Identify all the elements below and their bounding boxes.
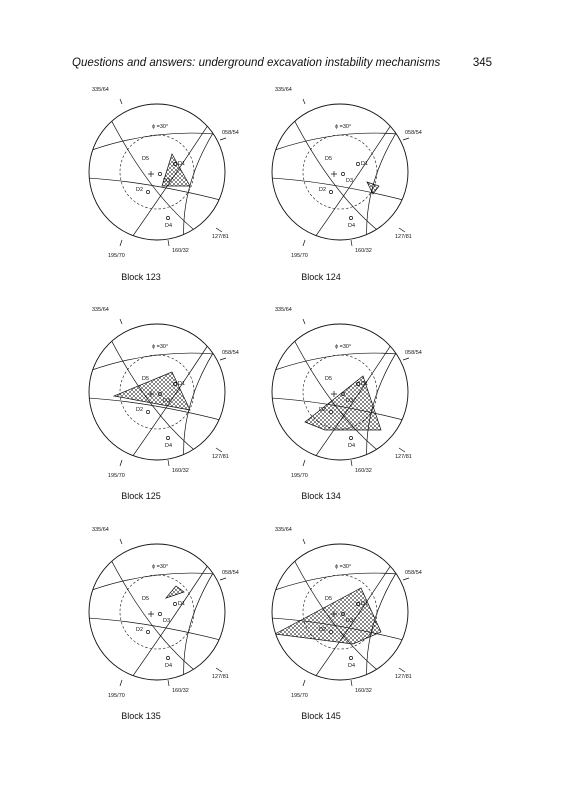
stereonet-plot [255, 82, 430, 267]
plane-label-195-70: 195/70 [291, 253, 308, 259]
centre-cross [148, 171, 154, 177]
label-d4: D4 [348, 223, 356, 229]
label-d3: D3 [163, 618, 171, 624]
stereonet-panel [255, 82, 430, 267]
label-d3: D3 [163, 178, 171, 184]
plane-label-127-81: 127/81 [395, 674, 412, 680]
great-circle-127-81 [367, 342, 403, 462]
dip-vector-d2 [329, 190, 332, 193]
great-circle-058-54 [275, 353, 415, 370]
plane-tick [120, 240, 122, 246]
plane-label-335-64: 335/64 [275, 307, 292, 313]
plane-label-127-81: 127/81 [212, 234, 229, 240]
great-circle-058-54 [275, 573, 415, 590]
block-caption: Block 124 [301, 272, 341, 282]
plane-tick [216, 448, 222, 452]
label-d5: D5 [142, 156, 150, 162]
centre-cross [331, 171, 337, 177]
plane-tick [120, 99, 122, 104]
great-circle-160-32 [271, 178, 411, 202]
label-d4: D4 [348, 663, 356, 669]
great-circle-127-81 [184, 562, 220, 682]
label-d3: D3 [163, 398, 171, 404]
label-d2: D2 [136, 627, 144, 633]
removable-block-region [305, 376, 381, 430]
plane-label-195-70: 195/70 [108, 473, 125, 479]
label-d2: D2 [319, 627, 327, 633]
plane-tick [303, 319, 305, 324]
plane-tick [351, 460, 352, 466]
running-header [72, 57, 492, 73]
dip-vector-d2 [146, 410, 149, 413]
label-d1: D1 [361, 381, 369, 387]
plane-tick [303, 539, 305, 544]
stereonet-panel [72, 82, 247, 267]
label-d1: D1 [178, 381, 186, 387]
plane-tick [168, 680, 169, 686]
plane-tick [303, 460, 305, 466]
plane-tick [120, 680, 122, 686]
plane-tick [303, 240, 305, 246]
stereonet-plot [72, 82, 247, 267]
dip-vector-d1 [356, 162, 359, 165]
dip-vector-d2 [146, 630, 149, 633]
plane-label-058-54: 058/54 [222, 570, 239, 576]
plane-label-195-70: 195/70 [108, 693, 125, 699]
plane-tick [216, 228, 222, 232]
label-d4: D4 [165, 443, 173, 449]
removable-block-region [114, 372, 190, 410]
label-d5: D5 [325, 156, 333, 162]
block-caption: Block 145 [301, 711, 341, 721]
great-circle-058-54 [275, 133, 415, 150]
plane-label-335-64: 335/64 [92, 527, 109, 533]
label-d4: D4 [165, 223, 173, 229]
label-d5: D5 [142, 376, 150, 382]
label-d1: D1 [178, 161, 186, 167]
plane-label-058-54: 058/54 [405, 350, 422, 356]
great-circle-160-32 [88, 618, 228, 642]
dip-vector-d4 [349, 436, 352, 439]
friction-angle-label: ϕ =30° [152, 564, 169, 570]
plane-tick [351, 240, 352, 246]
plane-label-335-64: 335/64 [92, 87, 109, 93]
label-d1: D1 [361, 601, 369, 607]
plane-label-335-64: 335/64 [275, 87, 292, 93]
label-d2: D2 [136, 187, 144, 193]
great-circle-127-81 [184, 342, 220, 462]
label-d5: D5 [142, 596, 150, 602]
plane-label-127-81: 127/81 [395, 234, 412, 240]
plane-label-195-70: 195/70 [291, 473, 308, 479]
friction-circle [303, 135, 377, 209]
plane-tick [399, 448, 405, 452]
block-caption: Block 134 [301, 491, 341, 501]
great-circle-195-70 [130, 556, 214, 680]
centre-cross [148, 611, 154, 617]
dip-vector-d4 [166, 216, 169, 219]
label-d3: D3 [346, 178, 354, 184]
plane-tick [216, 668, 222, 672]
plane-tick [220, 358, 226, 360]
running-header-title: Questions and answers: underground excavation instability mechanisms [72, 57, 441, 69]
plane-tick [303, 99, 305, 104]
plane-label-058-54: 058/54 [222, 130, 239, 136]
friction-angle-label: ϕ =30° [152, 124, 169, 130]
dip-vector-d3 [158, 172, 161, 175]
dip-vector-d3 [341, 172, 344, 175]
plane-label-058-54: 058/54 [222, 350, 239, 356]
great-circle-058-54 [92, 133, 232, 150]
page-number: 345 [472, 57, 492, 69]
stereonet-plot [72, 302, 247, 487]
plane-label-195-70: 195/70 [291, 693, 308, 699]
plane-label-335-64: 335/64 [92, 307, 109, 313]
plane-tick [403, 358, 409, 360]
label-d3: D3 [346, 398, 354, 404]
plane-tick [403, 578, 409, 580]
plane-tick [220, 578, 226, 580]
plane-tick [303, 680, 305, 686]
plane-tick [120, 319, 122, 324]
friction-angle-label: ϕ =30° [152, 344, 169, 350]
label-d1: D1 [361, 161, 369, 167]
plane-tick [403, 138, 409, 140]
dip-vector-d4 [166, 436, 169, 439]
plane-label-160-32: 160/32 [355, 688, 372, 694]
label-d1: D1 [178, 601, 186, 607]
plane-label-127-81: 127/81 [395, 454, 412, 460]
label-d4: D4 [165, 663, 173, 669]
plane-label-160-32: 160/32 [355, 248, 372, 254]
plane-tick [120, 539, 122, 544]
friction-angle-label: ϕ =30° [335, 344, 352, 350]
stereonet-panel [72, 522, 247, 707]
dip-vector-d2 [146, 190, 149, 193]
great-circle-058-54 [92, 353, 232, 370]
dip-vector-d4 [349, 656, 352, 659]
label-d2: D2 [319, 407, 327, 413]
label-d5: D5 [325, 596, 333, 602]
block-caption: Block 123 [121, 272, 161, 282]
plane-label-127-81: 127/81 [212, 454, 229, 460]
label-d2: D2 [136, 407, 144, 413]
plane-tick [220, 138, 226, 140]
plane-label-160-32: 160/32 [172, 468, 189, 474]
plane-tick [168, 460, 169, 466]
dip-vector-d4 [166, 656, 169, 659]
label-d5: D5 [325, 376, 333, 382]
stereonet-plot [255, 522, 430, 707]
plane-label-160-32: 160/32 [355, 468, 372, 474]
plane-tick [351, 680, 352, 686]
plane-label-160-32: 160/32 [172, 688, 189, 694]
great-circle-127-81 [184, 122, 220, 242]
dip-vector-d1 [173, 602, 176, 605]
dip-vector-d4 [349, 216, 352, 219]
centre-cross [331, 391, 337, 397]
stereonet-plot [255, 302, 430, 487]
block-caption: Block 135 [121, 711, 161, 721]
plane-tick [399, 228, 405, 232]
label-d3: D3 [346, 618, 354, 624]
label-d2: D2 [319, 187, 327, 193]
friction-angle-label: ϕ =30° [335, 124, 352, 130]
stereonet-plot [72, 522, 247, 707]
friction-circle [120, 135, 194, 209]
plane-label-195-70: 195/70 [108, 253, 125, 259]
plane-tick [120, 460, 122, 466]
removable-block-region [166, 586, 184, 598]
plane-label-058-54: 058/54 [405, 130, 422, 136]
stereonet-panel [255, 302, 430, 487]
great-circle-160-32 [88, 178, 228, 202]
plane-label-127-81: 127/81 [212, 674, 229, 680]
plane-tick [399, 668, 405, 672]
plane-label-335-64: 335/64 [275, 527, 292, 533]
great-circle-058-54 [92, 573, 232, 590]
block-caption: Block 125 [121, 491, 161, 501]
great-circle-195-70 [313, 116, 397, 240]
stereonet-panel [72, 302, 247, 487]
friction-angle-label: ϕ =30° [335, 564, 352, 570]
great-circle-127-81 [367, 122, 403, 242]
plane-label-058-54: 058/54 [405, 570, 422, 576]
plane-label-160-32: 160/32 [172, 248, 189, 254]
stereonet-panel [255, 522, 430, 707]
dip-vector-d3 [158, 612, 161, 615]
label-d4: D4 [348, 443, 356, 449]
plane-tick [168, 240, 169, 246]
friction-circle [120, 575, 194, 649]
